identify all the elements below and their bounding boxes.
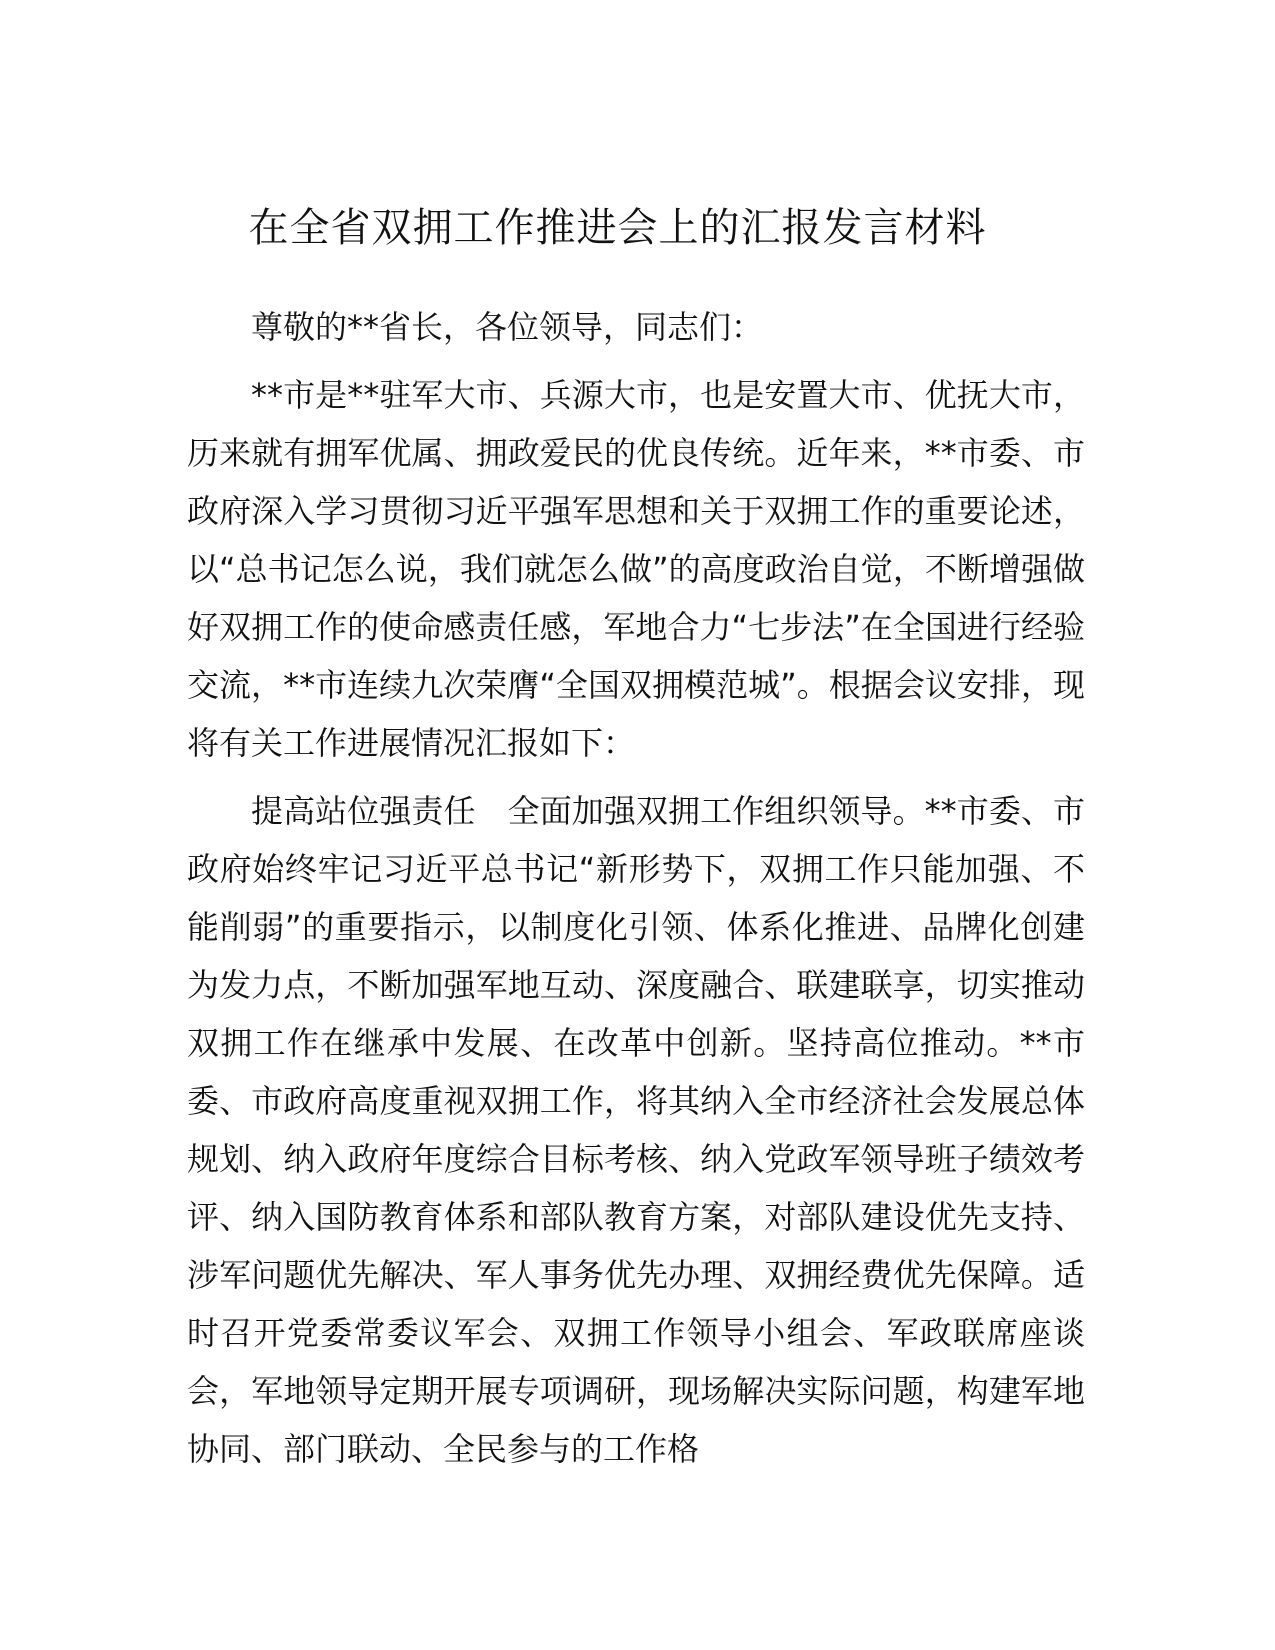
section-paragraph: 提高站位强责任 全面加强双拥工作组织领导。**市委、市政府始终牢记习近平总书记“新形势下，双拥工作只能加强、不能削弱”的重要指示，以制度化引领、体系化推进、品牌化创建为发力点，不断加强军地互动、深度融合、联建联享，切实推动双拥工作在继承中发展、在改革中创新。坚持高位推动。**市委、市政府高度重视双拥工作，将其纳入全市经济社会发展总体规划、纳入政府年度综合目标考核、纳入党政军领导班子绩效考评、纳入国防教育体系和部队教育方案，对部队建设优先支持、涉军问题优先解决、军人事务优先办理、双拥经费优先保障。适时召开党委常委议军会、双拥工作领导小组会、军政联席座谈会，军地领导定期开展专项调研，现场解决实际问题，构建军地协同、部门联动、全民参与的工作格 — [187, 792, 1085, 1468]
salutation-paragraph: 尊敬的**省长，各位领导，同志们： — [251, 308, 764, 346]
intro-paragraph: **市是**驻军大市、兵源大市，也是安置大市、优抚大市，历来就有拥军优属、拥政爱民的优良传统。近年来，**市委、市政府深入学习贯彻习近平强军思想和关于双拥工作的重要论述，以“总书记怎么说，我们就怎么做”的高度政治自觉，不断增强做好双拥工作的使命感责任感，军地合力“七步法”在全国进行经验交流，**市连续九次荣膺“全国双拥模范城”。根据会议安排，现将有关工作进展情况汇报如下： — [187, 376, 1085, 762]
document-body — [187, 298, 1085, 1488]
document-title: 在全省双拥工作推进会上的汇报发言材料 — [248, 205, 987, 251]
